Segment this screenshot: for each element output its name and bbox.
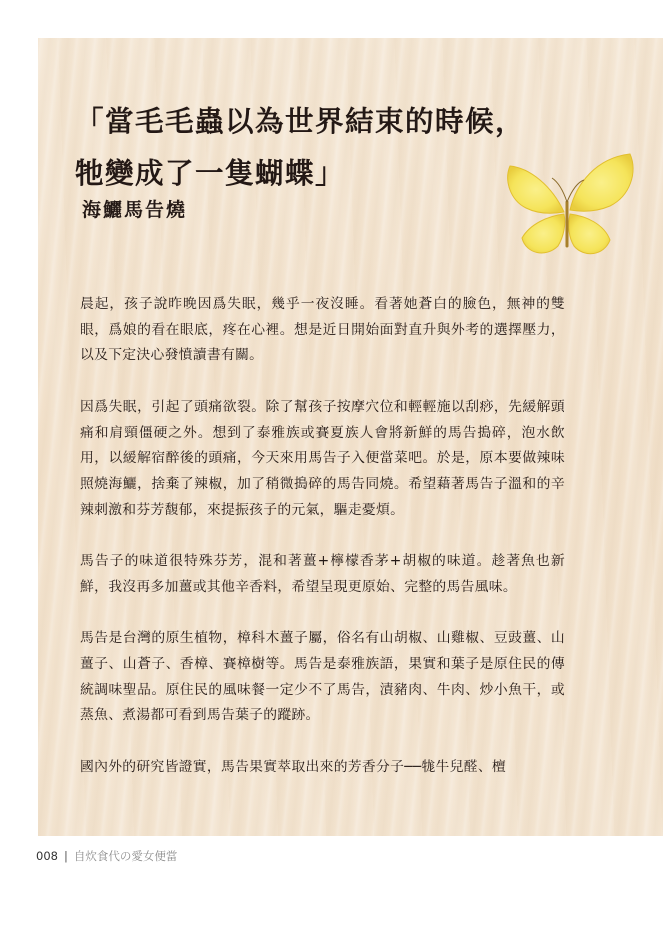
title-line-1: 「當毛毛蟲以為世界結束的時候， <box>75 105 526 138</box>
paragraph: 晨起，孩子說昨晚因爲失眠，幾乎一夜沒睡。看著她蒼白的臉色，無神的雙眼，爲娘的看在眼底，疼在心裡。想是近日開始面對直升與外考的選擇壓力，以及下定決心發憤讀書有關。 <box>80 296 565 364</box>
butterfly-icon <box>500 150 640 268</box>
article-body <box>80 292 565 806</box>
left-lower-wing <box>522 214 565 253</box>
book-title: 自炊食代の愛女便當 <box>73 849 178 863</box>
paragraph: 馬告是台灣的原生植物，樟科木薑子屬，俗名有山胡椒、山雞椒、豆豉薑、山薑子、山蒼子、香樟、賽樟樹等。馬告是泰雅族語，果實和葉子是原住民的傳統調味聖品。原住民的風味餐一定少不了馬告，漬豬肉、牛肉、炒小魚干，或蒸魚、煮湯都可看到馬告葉子的蹤跡。 <box>80 630 565 724</box>
paragraph: 國內外的研究皆證實，馬告果實萃取出來的芳香分子──牻牛兒醛、檀 <box>80 758 507 775</box>
page-footer <box>36 848 177 864</box>
footer-separator: | <box>63 849 68 863</box>
paragraph: 因爲失眠，引起了頭痛欲裂。除了幫孩子按摩穴位和輕輕施以刮痧，先緩解頭痛和肩頸僵硬之外。想到了泰雅族或賽夏族人會將新鮮的馬告搗碎，泡水飲用，以緩解宿醉後的頭痛，今天來用馬告子入便當菜吧。於是，原本要做辣味照燒海鱺，捨棄了辣椒，加了稍微搗碎的馬告同燒。希望藉著馬告子溫和的辛辣刺激和芬芳馥郁，來提振孩子的元氣，驅走憂煩。 <box>80 398 565 518</box>
paragraph: 馬告子的味道很特殊芬芳，混和著薑+檸檬香茅+胡椒的味道。趁著魚也新鮮，我沒再多加薑或其他辛香料，希望呈現更原始、完整的馬告風味。 <box>80 553 565 595</box>
page-title <box>75 96 525 200</box>
right-lower-wing <box>569 214 610 254</box>
recipe-name: 海鱺馬告燒 <box>82 199 188 221</box>
title-line-2: 牠變成了一隻蝴蝶」 <box>75 157 346 190</box>
page-number: 008 <box>36 849 58 863</box>
left-upper-wing <box>508 166 564 213</box>
